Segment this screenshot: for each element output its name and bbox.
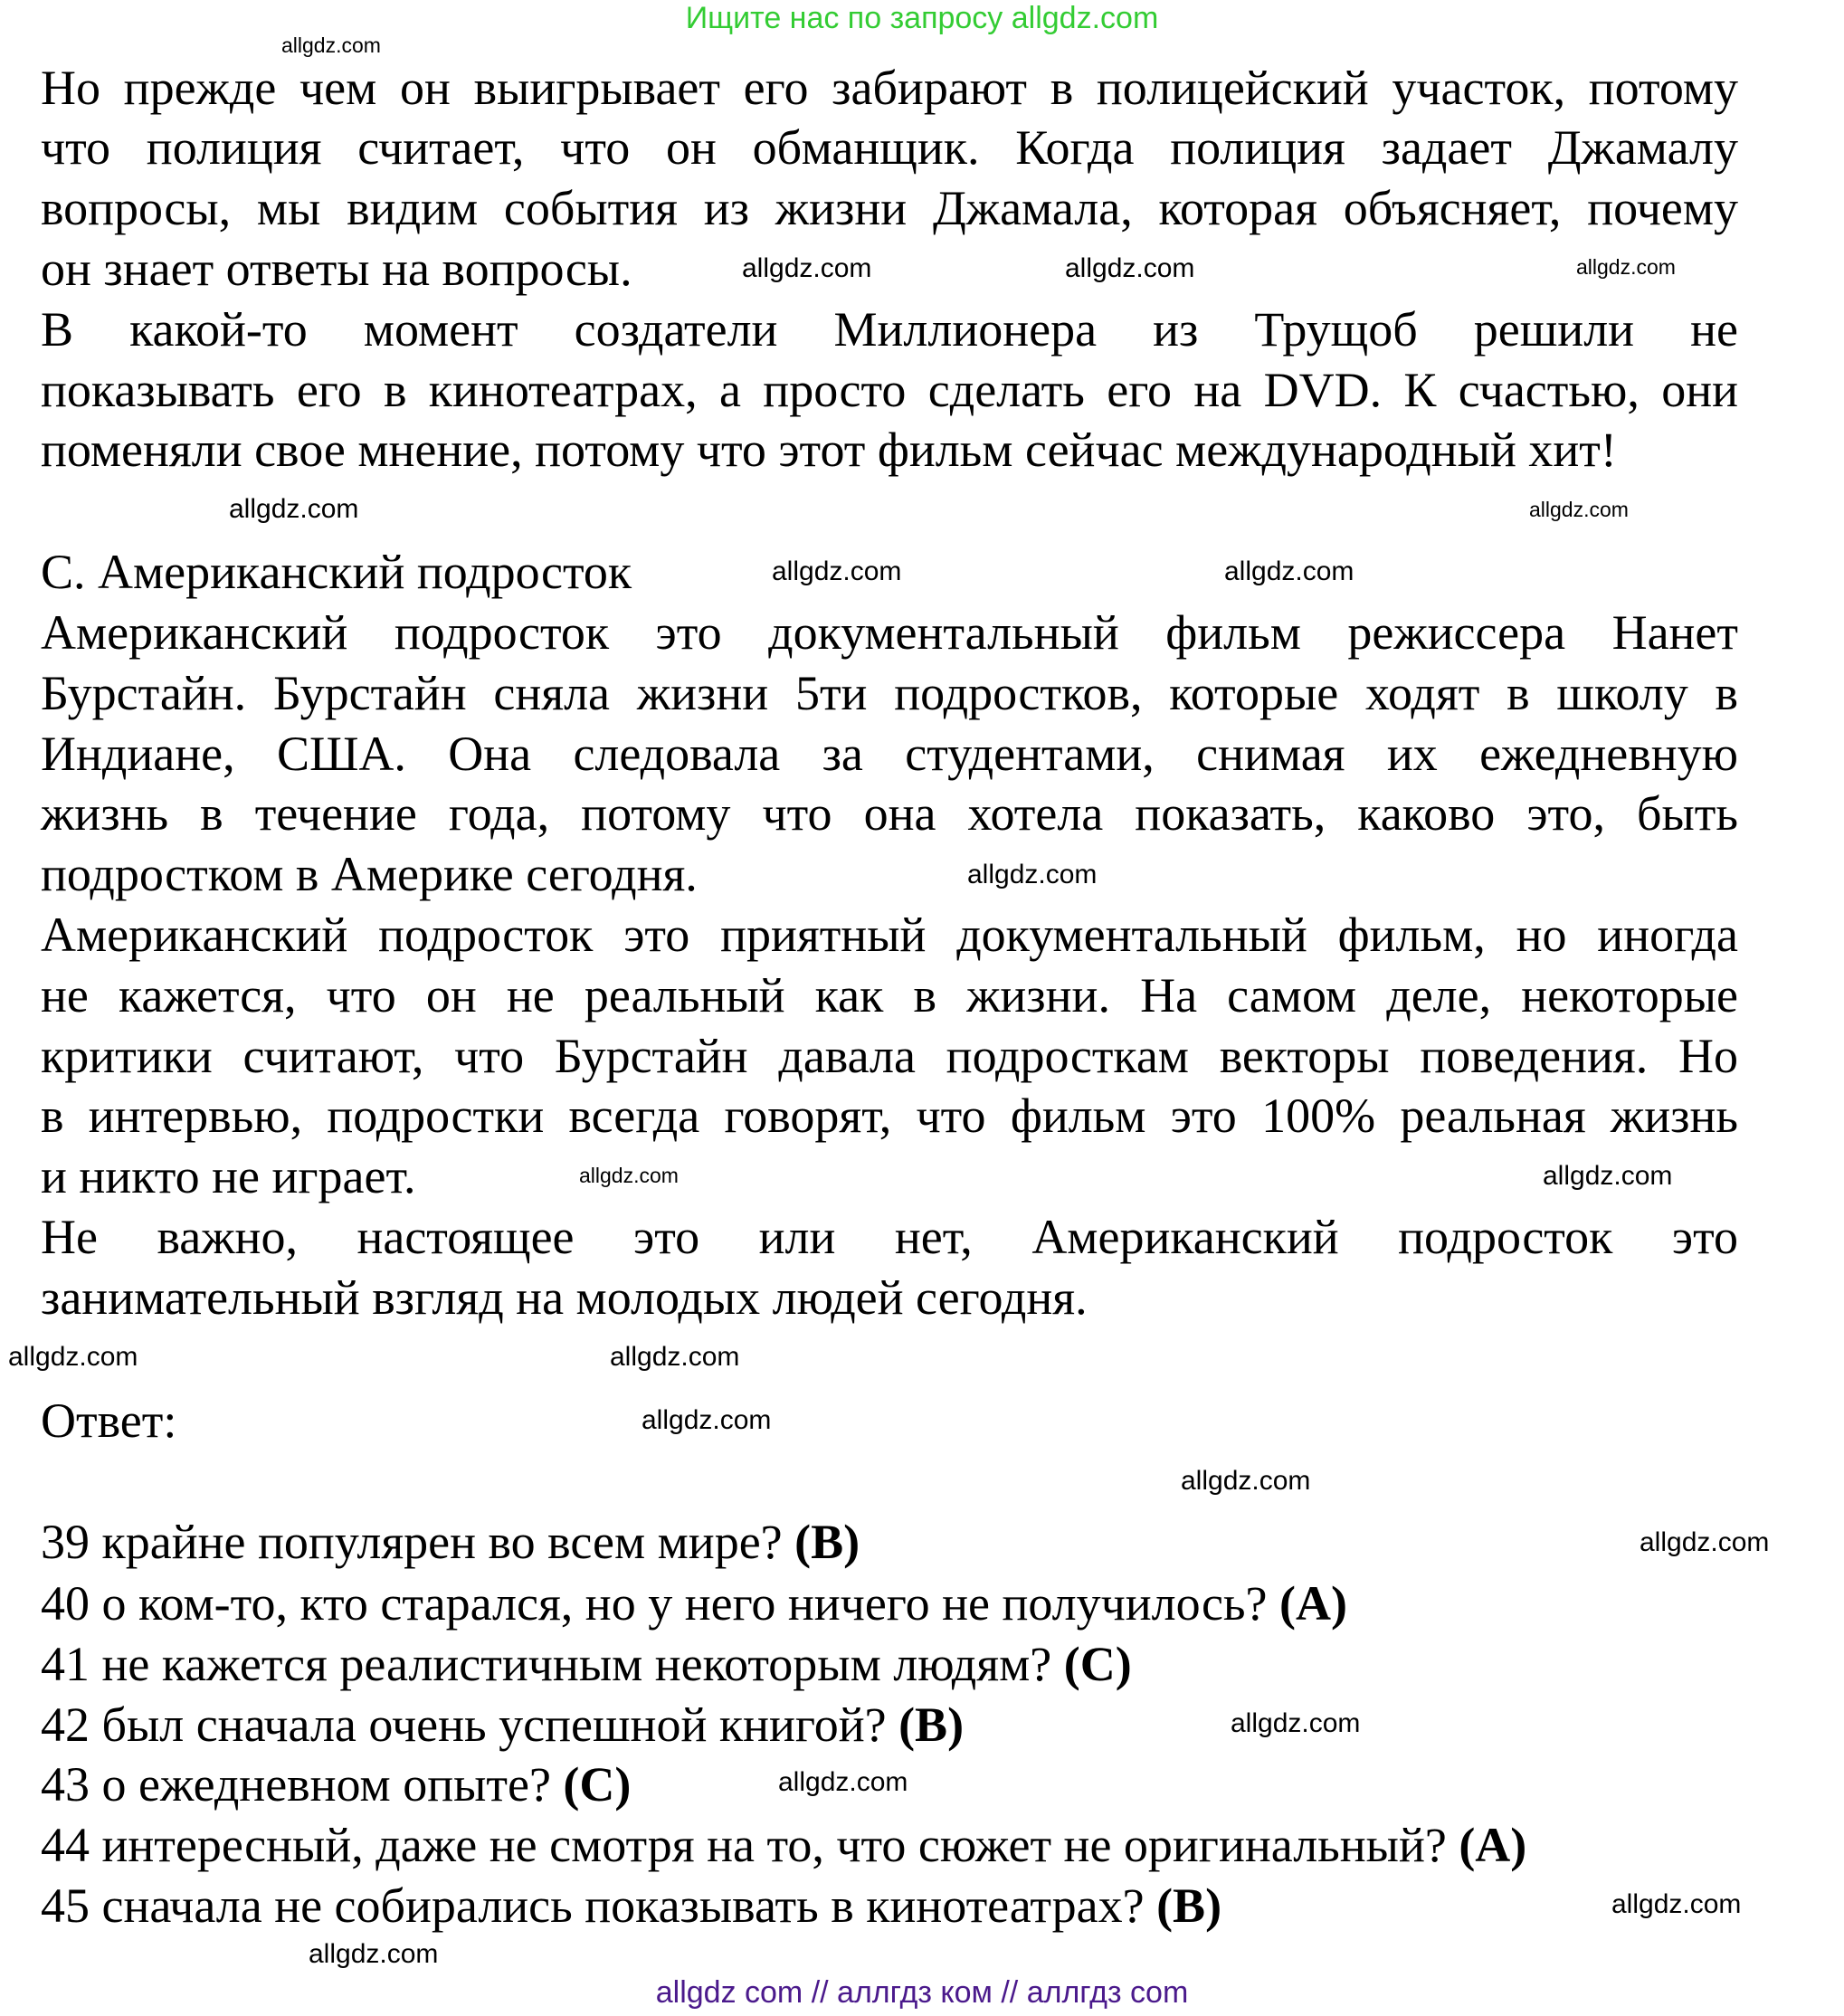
watermark: allgdz.com <box>967 860 1098 889</box>
answer-item <box>41 1512 860 1572</box>
text-line: занимательный взгляд на молодых людей сегодня. <box>41 1270 1088 1325</box>
section-heading: С. Американский подросток <box>41 545 632 599</box>
answer-item <box>41 1574 1347 1633</box>
text-line: Индиане, США. Она следовала за студентами, снимая их ежедневную <box>41 727 1738 781</box>
answer-item <box>41 1695 964 1754</box>
text-line: подростком в Америке сегодня. <box>41 847 698 901</box>
answer-letter: (C) <box>1063 1637 1132 1691</box>
text-line: Американский подросток это приятный документальный фильм, но иногда <box>41 908 1738 962</box>
text-line: критики считают, что Бурстайн давала подросткам векторы поведения. Но <box>41 1029 1738 1083</box>
watermark: allgdz.com <box>610 1342 740 1372</box>
question-text: 41 не кажется реалистичным некоторым людям? <box>41 1637 1064 1691</box>
watermark: allgdz.com <box>772 556 902 586</box>
text-line: поменяли свое мнение, потому что этот фильм сейчас международный хит! <box>41 423 1617 477</box>
question-text: 40 о ком-то, кто старался, но у него ничего не получилось? <box>41 1576 1280 1631</box>
question-text: 39 крайне популярен во всем мире? <box>41 1515 795 1569</box>
text-line: показывать его в кинотеатрах, а просто сделать его на DVD. К счастью, они <box>41 363 1738 417</box>
watermark: allgdz.com <box>1231 1708 1361 1738</box>
watermark: allgdz.com <box>1224 556 1354 586</box>
watermark: allgdz.com <box>742 253 872 283</box>
text-line: не кажется, что он не реальный как в жизни. На самом деле, некоторые <box>41 968 1738 1022</box>
watermark: allgdz.com <box>579 1164 679 1187</box>
question-text: 44 интересный, даже не смотря на то, что сюжет не оригинальный? <box>41 1818 1459 1872</box>
watermark: allgdz.com <box>778 1767 908 1797</box>
text-line: В какой-то момент создатели Миллионера из Трущоб решили не <box>41 302 1738 357</box>
watermark: allgdz.com <box>1611 1889 1742 1919</box>
answer-item <box>41 1876 1221 1935</box>
text-line: и никто не играет. <box>41 1149 416 1203</box>
watermark: allgdz.com <box>281 33 381 57</box>
watermark: allgdz.com <box>1543 1161 1673 1191</box>
text-line: в интервью, подростки всегда говорят, что фильм это 100% реальная жизнь <box>41 1089 1738 1143</box>
question-text: 42 был сначала очень успешной книгой? <box>41 1697 899 1752</box>
watermark: allgdz.com <box>1640 1527 1770 1557</box>
question-text: 45 сначала не собирались показывать в кинотеатрах? <box>41 1878 1157 1933</box>
watermark: allgdz.com <box>1529 498 1629 521</box>
answer-letter: (B) <box>898 1697 965 1752</box>
text-line: Но прежде чем он выигрывает его забирают в полицейский участок, потому <box>41 61 1738 115</box>
header-banner: Ищите нас по запросу allgdz.com <box>685 1 1159 35</box>
text-line: вопросы, мы видим события из жизни Джамала, которая объясняет, почему <box>41 181 1738 235</box>
watermark: allgdz.com <box>8 1342 138 1372</box>
text-line: жизнь в течение года, потому что она хотела показать, каково это, быть <box>41 786 1738 841</box>
answer-item <box>41 1634 1132 1694</box>
answer-item <box>41 1815 1526 1875</box>
text-line: он знает ответы на вопросы. <box>41 242 632 296</box>
answer-heading: Ответ: <box>41 1393 177 1448</box>
watermark: allgdz.com <box>642 1405 772 1435</box>
answer-item <box>41 1754 631 1814</box>
answer-letter: (A) <box>1459 1818 1527 1872</box>
answer-letter: (B) <box>794 1515 860 1569</box>
text-line: Не важно, настоящее это или нет, Американский подросток это <box>41 1210 1738 1264</box>
watermark: allgdz.com <box>309 1939 439 1969</box>
watermark: allgdz.com <box>1576 255 1676 279</box>
text-line: Американский подросток это документальный фильм режиссера Нанет <box>41 605 1738 660</box>
footer-banner: allgdz com // аллгдз ком // аллгдз com <box>655 1975 1189 2010</box>
answer-letter: (B) <box>1156 1878 1222 1933</box>
question-text: 43 о ежедневном опыте? <box>41 1757 564 1812</box>
watermark: allgdz.com <box>1065 253 1195 283</box>
watermark: allgdz.com <box>1181 1466 1311 1496</box>
answer-letter: (A) <box>1279 1576 1347 1631</box>
text-line: что полиция считает, что он обманщик. Когда полиция задает Джамалу <box>41 120 1738 175</box>
watermark: allgdz.com <box>229 494 359 524</box>
answer-letter: (C) <box>563 1757 632 1812</box>
text-line: Бурстайн. Бурстайн сняла жизни 5ти подростков, которые ходят в школу в <box>41 666 1738 720</box>
